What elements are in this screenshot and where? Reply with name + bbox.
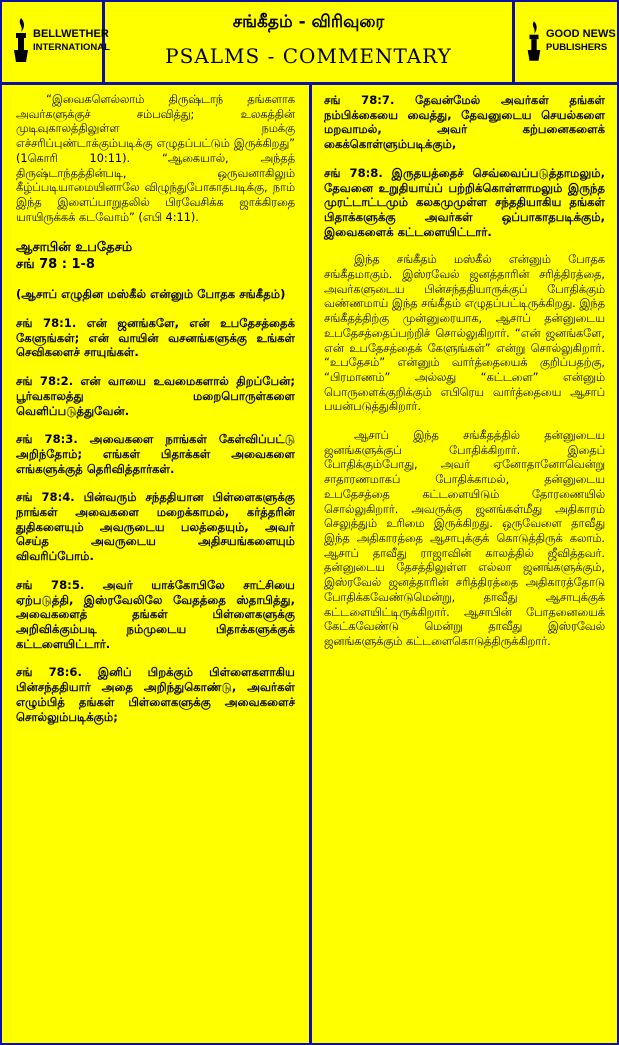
verse-78-2: சங் 78:2. என் வாயை உவமைகளால் திறப்பேன்; பூர்வகாலத்து மறைபொருள்களை வெளிப்படுத்துவேன். (16, 374, 295, 418)
page-title-english: PSALMS - COMMENTARY (165, 44, 452, 68)
lamp-torch-icon (525, 19, 543, 63)
verse-78-6: சங் 78:6. இனிப் பிறக்கும் பிள்ளைகளாகிய பின்சந்ததியார் அதை அறிந்துகொண்டு, அவர்கள் எழும்பித் தங்கள் பிள்ளைகளுக்கு அவைகளைச் சொல்லும்படிக்கும்; (16, 665, 295, 724)
lamp-torch-icon (11, 16, 31, 64)
left-column (2, 85, 312, 1043)
verse-78-3: சங் 78:3. அவைகளை நாங்கள் கேள்விப்பட்டு அறிந்தோம்; எங்கள் பிதாக்கள் அவைகளை எங்களுக்குத் தெரிவித்தார்கள். (16, 432, 295, 476)
verse-78-5: சங் 78:5. அவர் யாக்கோபிலே சாட்சியை ஏற்படுத்தி, இஸ்ரவேலிலே வேதத்தை ஸ்தாபித்து, அவைகளைத் தங்கள் பிள்ளைகளுக்கு அறிவிக்கும்படி நம்முடைய பிதாக்களுக்குக் கட்டளையிட்டார். (16, 577, 295, 651)
bellwether-logo (2, 2, 110, 82)
right-column (312, 85, 617, 1043)
section-heading-title: ஆசாபின் உபதேசம் (16, 240, 133, 256)
intro-quote: “இவைகளெல்லாம் திருஷ்டாந் தங்களாக அவர்களுக்குச் சம்பவித்து; உலகத்தின் முடிவுகாலத்திலுள்ள நமக்கு எச்சரிப்புண்டாக்கும்படிக்கு எழுதப்பட்டும் இருக்கிறது” (1கொரி 10:11). “ஆகையால், அந்தத் திருஷ்டாந்தத்தின்படி, ஒருவனாகிலும் கீழ்ப்படியாமையினாலே விழுந்துபோகாதபடிக்கு, நாம் இந்த இளைப்பாறுதலில் பிரவேசிக்க ஜாக்கிரதை யாயிருக்கக் கடவோம்” (எபி 4:11). (16, 93, 295, 224)
verse-78-8: சங் 78:8. இருதயத்தைச் செவ்வைப்படுத்தாமலும், தேவனை உறுதியாய்ப் பற்றிக்கொள்ளாமலும் இருந்த முரட்டாட்டமும் கலகமுமுள்ள சந்ததியாகிய தங்கள் பிதாக்களுக்கு அவர்கள் ஒப்பாகாதபடிக்கும், இவைகளைக் கட்டளையிட்டார். (324, 165, 605, 239)
page-title-tamil: சங்கீதம் - விரிவுரை (232, 12, 385, 32)
section-heading-reference: சங் 78 : 1-8 (16, 257, 95, 273)
psalm-subtitle: (ஆசாப் எழுதின மஸ்கீல் என்னும் போதக சங்கீதம்) (16, 287, 286, 302)
right-logo-line1: GOOD NEWS (546, 28, 616, 40)
title-block (105, 2, 512, 82)
verse-78-1: சங் 78:1. என் ஜனங்களே, என் உபதேசத்தைக் கேளுங்கள்; என் வாயின் வசனங்களுக்கு உங்கள் செவிகளைச் சாயுங்கள். (16, 316, 295, 360)
verse-78-7: சங் 78:7. தேவன்மேல் அவர்கள் தங்கள் நம்பிக்கையை வைத்து, தேவனுடைய செயல்களை மறவாமல், அவர் கற்பனைகளைக் கைக்கொள்ளும்படிக்கும், (324, 93, 605, 152)
commentary-paragraph-1: இந்த சங்கீதம் மஸ்கீல் என்னும் போதக சங்கீதமாகும். இஸ்ரவேல் ஜனத்தாரின் சரித்திரத்தை, அவர்களுடைய பின்சந்ததியாருக்குப் போதிக்கும் வண்ணமாய் இந்த சங்கீதம் எழுதப்பட்டிருக்கிறது. இந்த சங்கீதத்திற்கு முன்னுரையாக, ஆசாப் தன்னுடைய உபதேசத்தைப்பற்றிச் சொல்லுகிறார். “என் ஜனங்களே, என் உபதேசத்தைக் கேளுங்கள்” என்று சொல்லுகிறார். “உபதேசம்” என்னும் வார்த்தையைக் குறிப்பதற்கு, “பிரமாணம்” அல்லது “கட்டளை” என்னும் பொருளைக்குறிக்கும் எபிரெய வார்த்தையை ஆசாப் பயன்படுத்துகிறார். (324, 253, 605, 414)
right-logo-line2: PUBLISHERS (546, 42, 608, 53)
left-logo-line2: INTERNATIONAL (33, 42, 110, 53)
page-header (2, 2, 617, 85)
verse-78-4: சங் 78:4. பின்வரும் சந்ததியான பிள்ளைகளுக்கு நாங்கள் அவைகளை மறைக்காமல், கர்த்தரின் துதிகளையும் அவருடைய பலத்தையும், அவர் செய்த அவருடைய அதிசயங்களையும் விவரிப்போம். (16, 490, 295, 564)
left-logo-line1: BELLWETHER (33, 28, 109, 40)
commentary-paragraph-2: ஆசாப் இந்த சங்கீதத்தில் தன்னுடைய ஜனங்களுக்குப் போதிக்கிறார். இதைப் போதிக்கும்போது, அவர் ஏனோதானோவென்று சாதாரணமாகப் போதிக்காமல், தன்னுடைய உபதேசத்தை கட்டளையிடும் தோரணையில் சொல்லுகிறார். அவருக்கு ஜனங்கள்மீது அதிகாரம் செலுத்தும் உரிமை இருக்கிறது. ஒருவேளை தாவீது இந்த அதிகாரத்தை ஆசாபுக்குக் கொடுத்திருக் கலாம். ஆசாப் தாவீது ராஜாவின் காலத்தில் ஜீவித்தவர். தன்னுடைய தேசத்திலுள்ள எல்லா ஜனங்களுக்கும், இஸ்ரவேல் ஜனத்தாரின் சரித்திரத்தை அதிகாரத்தோடு போதிக்கவேண்டுமென்று, தாவீது ஆசாபுக்குக் கட்டளையிட்டிருக்கிறார். ஆசாபின் போதனையைக் கேட்கவேண்டு மென்று தாவீது இஸ்ரவேல் ஜனங்களுக்கும் கட்டளைகொடுத்திருக்கிறார். (324, 429, 605, 648)
section-heading (16, 239, 295, 273)
good-news-logo (512, 2, 619, 82)
